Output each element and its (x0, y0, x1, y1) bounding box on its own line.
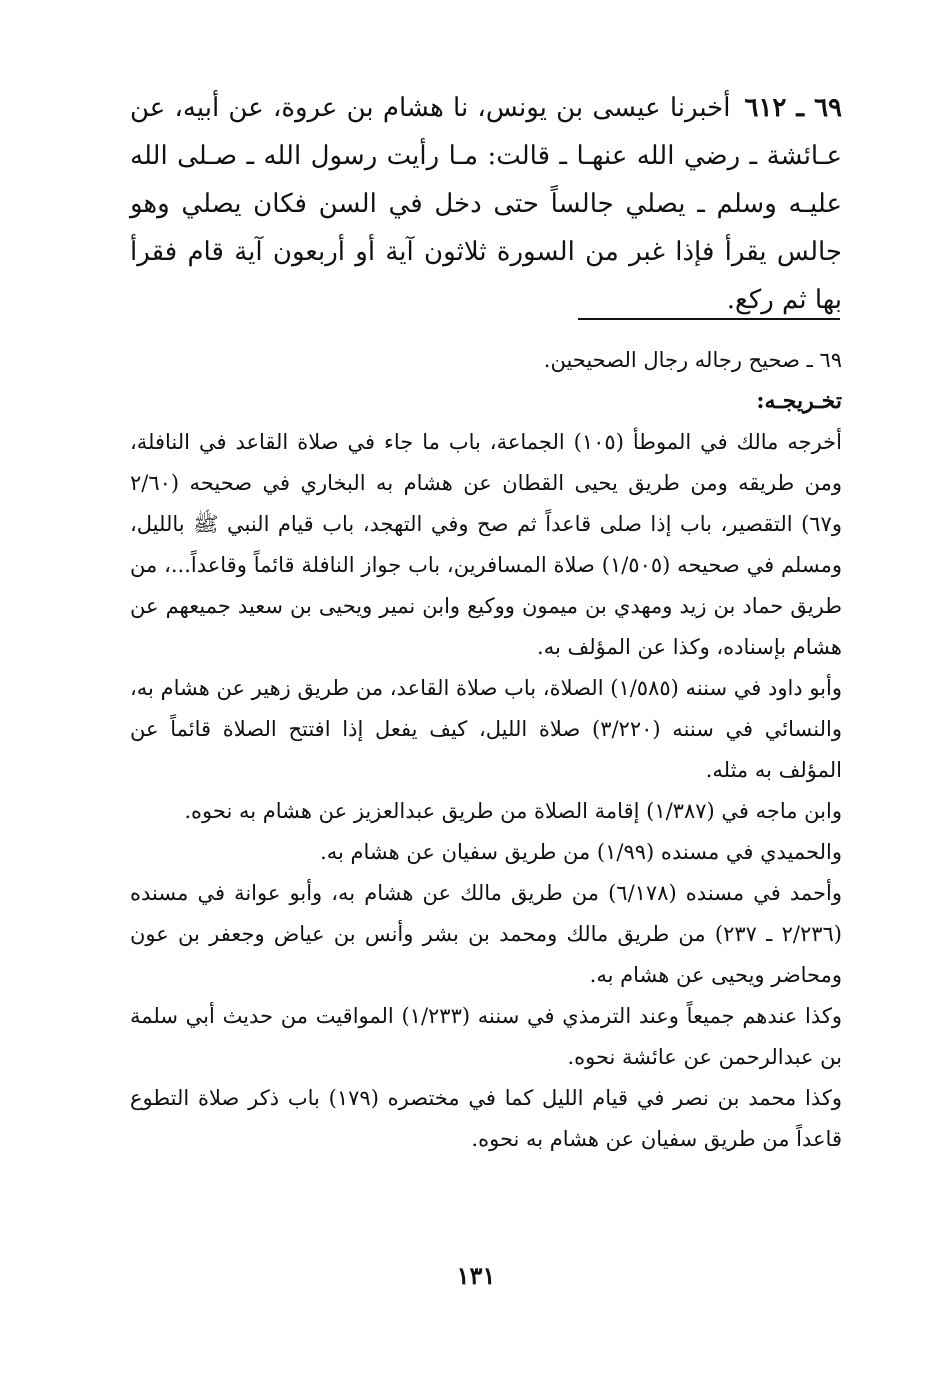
hadith-text (130, 84, 842, 324)
takhrij-paragraph: أخرجه مالك في الموطأ (١٠٥) الجماعة، باب ما جاء في صلاة القاعد في النافلة، ومن طريقه ومن طريق يحيى القطان عن هشام به البخاري في صحيحه (٢/٦٠ و٦٧) التقصير، باب إذا صلى قاعداً ثم صح وفي التهجد، باب قيام النبي ﷺ بالليل، ومسلم في صحيحه (١/٥٠٥) صلاة المسافرين، باب جواز النافلة قائماً وقاعداً...، من طريق حماد بن زيد ومهدي بن ميمون ووكيع وابن نمير ويحيى بن سعيد جميعهم عن هشام بإسناده، وكذا عن المؤلف به. (130, 430, 843, 659)
takhrij-paragraph: وكذا عندهم جميعاً وعند الترمذي في سننه (١/٢٣٣) المواقيت من حديث أبي سلمة بن عبدالرحمن عن عائشة نحوه. (130, 1004, 842, 1069)
hadith-grade: ٦٩ ـ صحيح رجاله رجال الصحيحين. (543, 348, 842, 372)
takhrij-paragraph: والحميدي في مسنده (١/٩٩) من طريق سفيان عن هشام به. (320, 840, 842, 864)
takhrij-paragraph: وابن ماجه في (١/٣٨٧) إقامة الصلاة من طريق عبدالعزيز عن هشام به نحوه. (184, 799, 842, 823)
takhrij-heading: تخـريجـه: (756, 388, 842, 414)
footnotes (130, 340, 842, 1160)
hadith-number: ٦٩ ـ ٦١٢ (744, 93, 842, 123)
hadith-body: أخبرنا عيسى بن يونس، نا هشام بن عروة، عن أبيه، عن عـائشة ـ رضي الله عنهـا ـ قالت: مـا رأيت رسول الله ـ صـلى الله عليـه وسلم ـ يصلي جالساً حتى دخل في السن فكان يصلي وهو جالس يقرأ فإذا غبر من السورة ثلاثون آية أو أربعون آية قام فقرأ بها ثم ركع. (130, 93, 842, 315)
page-number: ١٣١ (456, 1261, 496, 1290)
takhrij-paragraph: وأحمد في مسنده (٦/١٧٨) من طريق مالك عن هشام به، وأبو عوانة في مسنده (٢/٢٣٦ ـ ٢٣٧) من طريق مالك ومحمد بن بشر وأنس بن عياض وجعفر بن عون ومحاضر ويحيى عن هشام به. (130, 881, 842, 987)
footnote-separator (578, 318, 840, 320)
takhrij-paragraph: وكذا محمد بن نصر في قيام الليل كما في مختصره (١٧٩) باب ذكر صلاة التطوع قاعداً من طريق سفيان عن هشام به نحوه. (130, 1086, 842, 1151)
takhrij-paragraph: وأبو داود في سننه (١/٥٨٥) الصلاة، باب صلاة القاعد، من طريق زهير عن هشام به، والنسائي في سننه (٣/٢٢٠) صلاة الليل، كيف يفعل إذا افتتح الصلاة قائماً عن المؤلف به مثله. (130, 676, 843, 782)
